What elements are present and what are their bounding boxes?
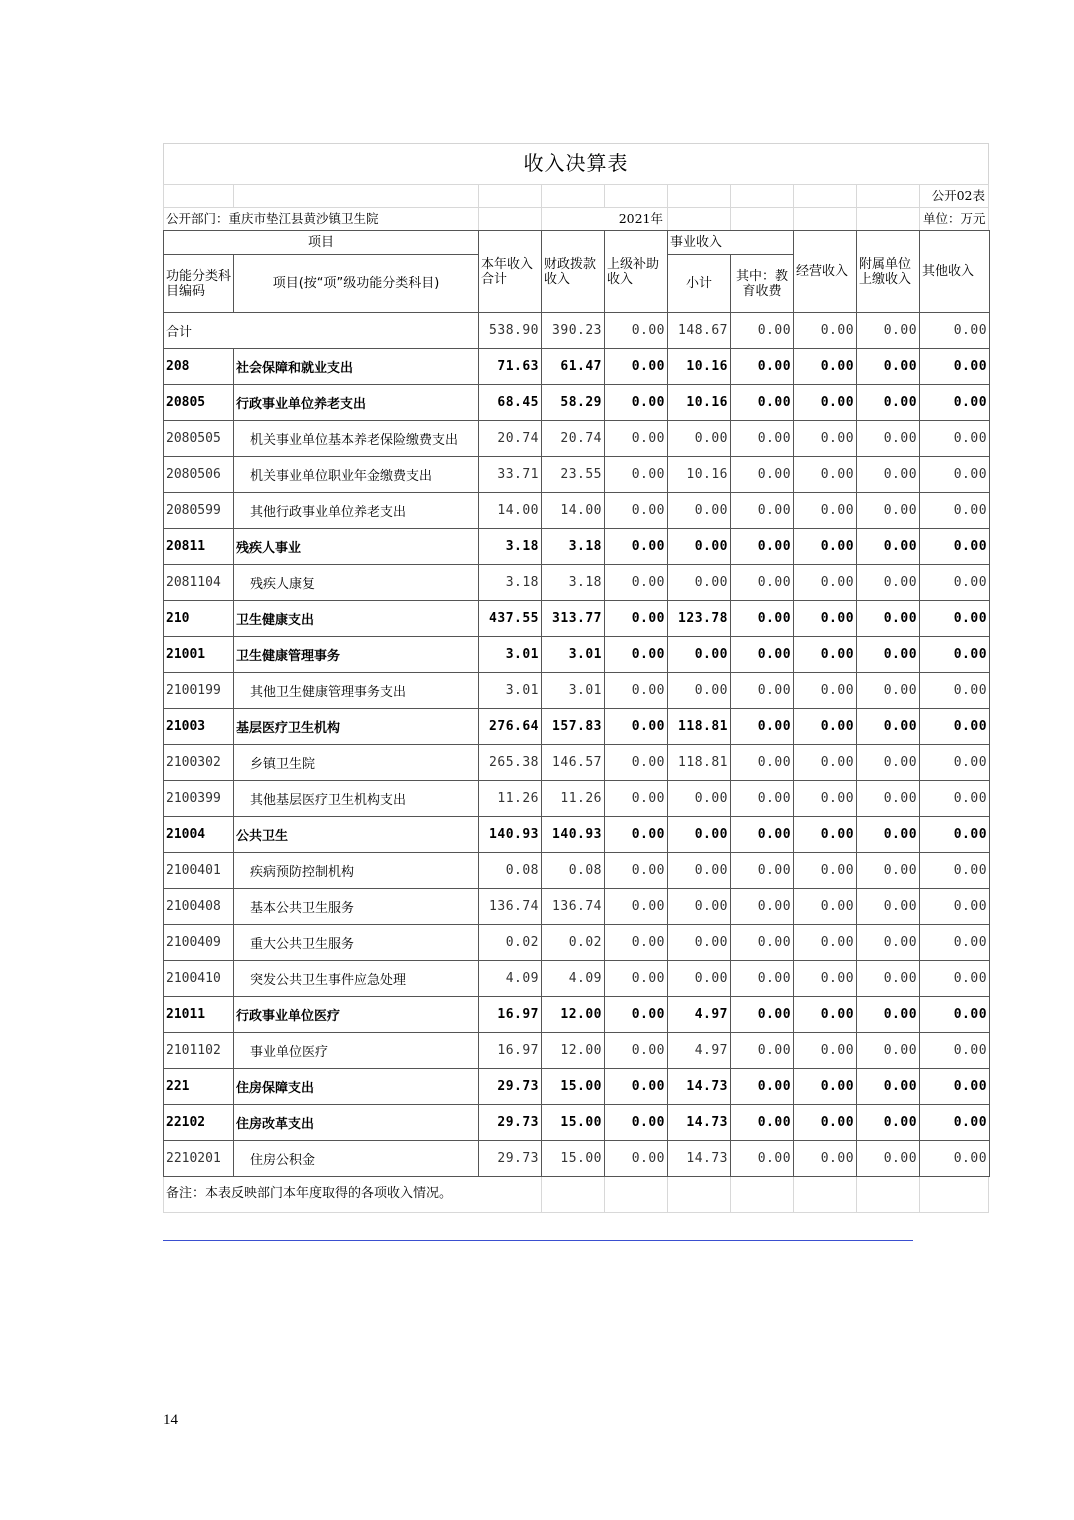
row-value: 0.00 bbox=[920, 1141, 990, 1177]
row-value: 0.00 bbox=[920, 1105, 990, 1141]
row-value: 16.97 bbox=[479, 1033, 542, 1069]
row-value: 0.00 bbox=[605, 817, 668, 853]
row-value: 0.00 bbox=[668, 925, 731, 961]
row-value: 0.00 bbox=[731, 601, 794, 637]
row-value: 0.00 bbox=[857, 421, 920, 457]
row-value: 0.00 bbox=[794, 1105, 857, 1141]
row-value: 3.18 bbox=[479, 529, 542, 565]
row-value: 0.00 bbox=[920, 889, 990, 925]
row-value: 0.00 bbox=[794, 349, 857, 385]
row-value: 0.00 bbox=[668, 889, 731, 925]
row-value: 0.00 bbox=[920, 853, 990, 889]
total-cell: 538.90 bbox=[479, 313, 542, 349]
header-code: 功能分类科目编码 bbox=[164, 255, 234, 313]
table-row bbox=[164, 1141, 990, 1177]
row-value: 4.97 bbox=[668, 1033, 731, 1069]
row-value: 0.02 bbox=[542, 925, 605, 961]
row-value: 0.00 bbox=[668, 421, 731, 457]
table-row bbox=[164, 1033, 990, 1069]
row-value: 15.00 bbox=[542, 1105, 605, 1141]
row-value: 0.00 bbox=[920, 529, 990, 565]
row-value: 276.64 bbox=[479, 709, 542, 745]
row-value: 14.73 bbox=[668, 1105, 731, 1141]
department-label: 公开部门： bbox=[166, 211, 229, 226]
row-code: 2080506 bbox=[164, 457, 234, 493]
row-value: 313.77 bbox=[542, 601, 605, 637]
header-business: 事业收入 bbox=[668, 231, 794, 255]
row-name: 重大公共卫生服务 bbox=[234, 925, 479, 961]
header-item: 项目 bbox=[164, 231, 479, 255]
row-code: 20805 bbox=[164, 385, 234, 421]
row-value: 29.73 bbox=[479, 1105, 542, 1141]
row-value: 29.73 bbox=[479, 1141, 542, 1177]
row-value: 0.00 bbox=[920, 1033, 990, 1069]
row-value: 14.73 bbox=[668, 1069, 731, 1105]
row-value: 0.00 bbox=[857, 925, 920, 961]
row-value: 0.00 bbox=[857, 1069, 920, 1105]
row-value: 0.00 bbox=[731, 493, 794, 529]
header-other: 其他收入 bbox=[920, 231, 990, 313]
table-row bbox=[164, 565, 990, 601]
row-value: 0.00 bbox=[605, 421, 668, 457]
note-text: 备注：本表反映部门本年度取得的各项收入情况。 bbox=[163, 1177, 541, 1213]
row-value: 0.00 bbox=[605, 565, 668, 601]
table-row bbox=[164, 961, 990, 997]
row-value: 23.55 bbox=[542, 457, 605, 493]
row-value: 0.00 bbox=[731, 925, 794, 961]
row-value: 0.00 bbox=[920, 457, 990, 493]
row-value: 0.00 bbox=[794, 997, 857, 1033]
row-value: 11.26 bbox=[542, 781, 605, 817]
row-value: 0.08 bbox=[542, 853, 605, 889]
department-row bbox=[163, 207, 989, 230]
row-value: 0.00 bbox=[605, 457, 668, 493]
table-row bbox=[164, 709, 990, 745]
row-value: 0.00 bbox=[731, 781, 794, 817]
table-row bbox=[164, 925, 990, 961]
row-value: 0.00 bbox=[794, 385, 857, 421]
row-value: 0.00 bbox=[857, 961, 920, 997]
row-value: 10.16 bbox=[668, 385, 731, 421]
row-value: 0.00 bbox=[731, 1141, 794, 1177]
row-value: 10.16 bbox=[668, 457, 731, 493]
row-value: 0.00 bbox=[668, 781, 731, 817]
row-name: 卫生健康管理事务 bbox=[234, 637, 479, 673]
row-value: 68.45 bbox=[479, 385, 542, 421]
row-value: 33.71 bbox=[479, 457, 542, 493]
row-code: 221 bbox=[164, 1069, 234, 1105]
row-value: 0.00 bbox=[605, 1141, 668, 1177]
row-code: 210 bbox=[164, 601, 234, 637]
row-value: 14.73 bbox=[668, 1141, 731, 1177]
row-name: 住房改革支出 bbox=[234, 1105, 479, 1141]
row-value: 0.00 bbox=[605, 997, 668, 1033]
row-value: 437.55 bbox=[479, 601, 542, 637]
row-value: 16.97 bbox=[479, 997, 542, 1033]
row-value: 0.00 bbox=[668, 637, 731, 673]
row-code: 208 bbox=[164, 349, 234, 385]
row-value: 0.00 bbox=[857, 493, 920, 529]
row-value: 0.00 bbox=[605, 1069, 668, 1105]
unit-label: 单位：万元 bbox=[919, 207, 989, 230]
row-value: 0.00 bbox=[605, 529, 668, 565]
row-value: 4.09 bbox=[479, 961, 542, 997]
row-value: 0.00 bbox=[920, 673, 990, 709]
table-row bbox=[164, 421, 990, 457]
row-value: 3.01 bbox=[542, 673, 605, 709]
table-row bbox=[164, 853, 990, 889]
row-value: 0.00 bbox=[857, 1105, 920, 1141]
department-info bbox=[163, 207, 478, 230]
row-value: 0.00 bbox=[794, 709, 857, 745]
row-name: 住房保障支出 bbox=[234, 1069, 479, 1105]
total-label: 合计 bbox=[164, 313, 479, 349]
row-value: 0.00 bbox=[794, 853, 857, 889]
row-code: 21004 bbox=[164, 817, 234, 853]
row-value: 0.00 bbox=[668, 529, 731, 565]
row-code: 2100410 bbox=[164, 961, 234, 997]
row-value: 0.00 bbox=[794, 421, 857, 457]
row-value: 0.00 bbox=[605, 637, 668, 673]
row-value: 20.74 bbox=[479, 421, 542, 457]
table-row bbox=[164, 349, 990, 385]
row-value: 0.00 bbox=[857, 673, 920, 709]
row-code: 2100199 bbox=[164, 673, 234, 709]
row-name: 公共卫生 bbox=[234, 817, 479, 853]
row-code: 22102 bbox=[164, 1105, 234, 1141]
row-value: 0.00 bbox=[857, 349, 920, 385]
row-value: 0.00 bbox=[794, 745, 857, 781]
row-name: 住房公积金 bbox=[234, 1141, 479, 1177]
row-value: 4.97 bbox=[668, 997, 731, 1033]
row-value: 0.00 bbox=[794, 457, 857, 493]
table-row bbox=[164, 457, 990, 493]
header-superior: 上级补助收入 bbox=[605, 231, 668, 313]
row-value: 0.00 bbox=[920, 385, 990, 421]
row-value: 0.00 bbox=[731, 709, 794, 745]
row-value: 0.00 bbox=[605, 961, 668, 997]
row-code: 2100408 bbox=[164, 889, 234, 925]
row-name: 基层医疗卫生机构 bbox=[234, 709, 479, 745]
row-value: 12.00 bbox=[542, 997, 605, 1033]
row-value: 0.00 bbox=[857, 1141, 920, 1177]
row-value: 0.00 bbox=[668, 565, 731, 601]
row-code: 2100401 bbox=[164, 853, 234, 889]
row-value: 0.00 bbox=[794, 529, 857, 565]
row-value: 0.00 bbox=[794, 817, 857, 853]
footer-rule bbox=[163, 1240, 913, 1241]
table-row bbox=[164, 745, 990, 781]
header-affiliate: 附属单位上缴收入 bbox=[857, 231, 920, 313]
row-code: 2100399 bbox=[164, 781, 234, 817]
header-total: 本年收入合计 bbox=[479, 231, 542, 313]
row-value: 118.81 bbox=[668, 709, 731, 745]
row-name: 突发公共卫生事件应急处理 bbox=[234, 961, 479, 997]
table-row bbox=[164, 1105, 990, 1141]
row-value: 0.00 bbox=[731, 529, 794, 565]
row-value: 0.00 bbox=[731, 889, 794, 925]
total-cell: 0.00 bbox=[920, 313, 990, 349]
row-value: 0.00 bbox=[857, 457, 920, 493]
row-value: 0.00 bbox=[857, 745, 920, 781]
row-name: 卫生健康支出 bbox=[234, 601, 479, 637]
row-value: 0.00 bbox=[857, 853, 920, 889]
row-value: 0.00 bbox=[920, 565, 990, 601]
row-value: 4.09 bbox=[542, 961, 605, 997]
row-value: 0.00 bbox=[920, 925, 990, 961]
row-value: 0.00 bbox=[794, 1033, 857, 1069]
row-value: 0.00 bbox=[731, 817, 794, 853]
row-value: 0.00 bbox=[605, 673, 668, 709]
table-row bbox=[164, 781, 990, 817]
row-value: 0.00 bbox=[731, 745, 794, 781]
row-value: 0.00 bbox=[605, 745, 668, 781]
row-value: 0.00 bbox=[731, 349, 794, 385]
row-value: 157.83 bbox=[542, 709, 605, 745]
row-value: 265.38 bbox=[479, 745, 542, 781]
row-value: 0.00 bbox=[731, 673, 794, 709]
row-name: 机关事业单位职业年金缴费支出 bbox=[234, 457, 479, 493]
row-name: 残疾人康复 bbox=[234, 565, 479, 601]
row-code: 2080505 bbox=[164, 421, 234, 457]
row-value: 0.00 bbox=[857, 637, 920, 673]
row-value: 0.00 bbox=[605, 925, 668, 961]
row-value: 0.00 bbox=[857, 1033, 920, 1069]
row-value: 0.00 bbox=[857, 817, 920, 853]
row-value: 0.00 bbox=[605, 853, 668, 889]
income-table bbox=[163, 230, 990, 1177]
header-name: 项目(按“项”级功能分类科目) bbox=[234, 255, 479, 313]
row-value: 0.00 bbox=[920, 421, 990, 457]
row-value: 0.00 bbox=[731, 637, 794, 673]
row-value: 0.00 bbox=[857, 385, 920, 421]
row-value: 0.00 bbox=[731, 997, 794, 1033]
row-name: 行政事业单位医疗 bbox=[234, 997, 479, 1033]
row-value: 0.00 bbox=[668, 493, 731, 529]
row-value: 0.00 bbox=[731, 457, 794, 493]
row-value: 3.18 bbox=[542, 529, 605, 565]
row-code: 2210201 bbox=[164, 1141, 234, 1177]
row-value: 0.00 bbox=[920, 601, 990, 637]
row-value: 0.00 bbox=[605, 1033, 668, 1069]
row-name: 其他行政事业单位养老支出 bbox=[234, 493, 479, 529]
row-value: 0.00 bbox=[731, 1033, 794, 1069]
row-value: 118.81 bbox=[668, 745, 731, 781]
row-value: 3.01 bbox=[479, 637, 542, 673]
row-value: 12.00 bbox=[542, 1033, 605, 1069]
row-value: 0.00 bbox=[731, 385, 794, 421]
table-row bbox=[164, 529, 990, 565]
table-row bbox=[164, 1069, 990, 1105]
row-value: 0.00 bbox=[857, 565, 920, 601]
row-value: 20.74 bbox=[542, 421, 605, 457]
row-value: 140.93 bbox=[479, 817, 542, 853]
row-value: 14.00 bbox=[542, 493, 605, 529]
row-name: 行政事业单位养老支出 bbox=[234, 385, 479, 421]
row-value: 0.00 bbox=[668, 817, 731, 853]
header-fiscal: 财政拨款收入 bbox=[542, 231, 605, 313]
row-name: 基本公共卫生服务 bbox=[234, 889, 479, 925]
row-value: 0.00 bbox=[857, 889, 920, 925]
table-number: 公开02表 bbox=[919, 184, 989, 207]
table-row bbox=[164, 385, 990, 421]
row-name: 机关事业单位基本养老保险缴费支出 bbox=[234, 421, 479, 457]
row-value: 0.00 bbox=[920, 961, 990, 997]
row-value: 0.00 bbox=[605, 601, 668, 637]
row-value: 0.02 bbox=[479, 925, 542, 961]
row-value: 61.47 bbox=[542, 349, 605, 385]
row-value: 14.00 bbox=[479, 493, 542, 529]
header-edu: 其中：教育收费 bbox=[731, 255, 794, 313]
row-name: 社会保障和就业支出 bbox=[234, 349, 479, 385]
row-code: 2100409 bbox=[164, 925, 234, 961]
table-row bbox=[164, 673, 990, 709]
row-value: 0.00 bbox=[731, 565, 794, 601]
row-value: 0.00 bbox=[920, 637, 990, 673]
row-value: 0.00 bbox=[731, 1105, 794, 1141]
row-code: 2100302 bbox=[164, 745, 234, 781]
row-value: 0.08 bbox=[479, 853, 542, 889]
row-value: 140.93 bbox=[542, 817, 605, 853]
row-code: 2101102 bbox=[164, 1033, 234, 1069]
header-row-1 bbox=[164, 231, 990, 255]
row-value: 71.63 bbox=[479, 349, 542, 385]
row-name: 乡镇卫生院 bbox=[234, 745, 479, 781]
row-value: 0.00 bbox=[794, 1069, 857, 1105]
row-code: 21001 bbox=[164, 637, 234, 673]
row-name: 事业单位医疗 bbox=[234, 1033, 479, 1069]
row-value: 0.00 bbox=[920, 997, 990, 1033]
row-value: 3.18 bbox=[479, 565, 542, 601]
row-value: 0.00 bbox=[668, 673, 731, 709]
table-row bbox=[164, 601, 990, 637]
table-row bbox=[164, 889, 990, 925]
row-value: 15.00 bbox=[542, 1141, 605, 1177]
total-row bbox=[164, 313, 990, 349]
row-value: 0.00 bbox=[794, 925, 857, 961]
table-number-row bbox=[163, 184, 989, 207]
year-label: 2021年 bbox=[541, 207, 667, 230]
total-cell: 390.23 bbox=[542, 313, 605, 349]
row-code: 21003 bbox=[164, 709, 234, 745]
row-value: 0.00 bbox=[605, 781, 668, 817]
row-value: 0.00 bbox=[794, 565, 857, 601]
row-value: 0.00 bbox=[857, 781, 920, 817]
total-cell: 0.00 bbox=[794, 313, 857, 349]
row-value: 0.00 bbox=[794, 961, 857, 997]
row-value: 0.00 bbox=[857, 529, 920, 565]
row-value: 58.29 bbox=[542, 385, 605, 421]
row-value: 0.00 bbox=[920, 493, 990, 529]
row-value: 0.00 bbox=[605, 349, 668, 385]
data-rows bbox=[164, 349, 990, 1177]
row-value: 0.00 bbox=[920, 817, 990, 853]
total-cell: 0.00 bbox=[731, 313, 794, 349]
row-code: 2081104 bbox=[164, 565, 234, 601]
row-value: 0.00 bbox=[731, 1069, 794, 1105]
row-value: 0.00 bbox=[605, 493, 668, 529]
row-value: 0.00 bbox=[794, 1141, 857, 1177]
row-value: 0.00 bbox=[794, 889, 857, 925]
row-value: 0.00 bbox=[920, 781, 990, 817]
row-code: 2080599 bbox=[164, 493, 234, 529]
row-value: 0.00 bbox=[920, 1069, 990, 1105]
row-value: 0.00 bbox=[794, 601, 857, 637]
row-code: 20811 bbox=[164, 529, 234, 565]
row-value: 0.00 bbox=[920, 349, 990, 385]
row-value: 0.00 bbox=[731, 961, 794, 997]
row-value: 0.00 bbox=[731, 421, 794, 457]
row-value: 0.00 bbox=[857, 601, 920, 637]
row-value: 0.00 bbox=[794, 493, 857, 529]
table-row bbox=[164, 637, 990, 673]
row-value: 0.00 bbox=[920, 745, 990, 781]
header-subtotal: 小计 bbox=[668, 255, 731, 313]
row-value: 0.00 bbox=[794, 673, 857, 709]
row-value: 0.00 bbox=[794, 781, 857, 817]
row-value: 0.00 bbox=[794, 637, 857, 673]
row-name: 其他卫生健康管理事务支出 bbox=[234, 673, 479, 709]
total-cell: 0.00 bbox=[857, 313, 920, 349]
row-value: 0.00 bbox=[857, 997, 920, 1033]
row-value: 0.00 bbox=[731, 853, 794, 889]
table-row bbox=[164, 493, 990, 529]
row-value: 0.00 bbox=[920, 709, 990, 745]
row-value: 123.78 bbox=[668, 601, 731, 637]
table-row bbox=[164, 997, 990, 1033]
row-value: 0.00 bbox=[605, 1105, 668, 1141]
row-name: 其他基层医疗卫生机构支出 bbox=[234, 781, 479, 817]
row-value: 29.73 bbox=[479, 1069, 542, 1105]
row-value: 3.01 bbox=[542, 637, 605, 673]
row-value: 0.00 bbox=[668, 961, 731, 997]
row-value: 146.57 bbox=[542, 745, 605, 781]
row-value: 0.00 bbox=[605, 385, 668, 421]
total-cell: 148.67 bbox=[668, 313, 731, 349]
row-value: 136.74 bbox=[479, 889, 542, 925]
row-value: 136.74 bbox=[542, 889, 605, 925]
sheet-title: 收入决算表 bbox=[163, 143, 989, 184]
note-row bbox=[163, 1177, 989, 1213]
department-name: 重庆市垫江县黄沙镇卫生院 bbox=[228, 211, 379, 226]
page-number: 14 bbox=[163, 1412, 178, 1428]
income-final-account-sheet bbox=[163, 143, 989, 1213]
row-name: 残疾人事业 bbox=[234, 529, 479, 565]
row-value: 0.00 bbox=[605, 709, 668, 745]
row-value: 3.18 bbox=[542, 565, 605, 601]
row-name: 疾病预防控制机构 bbox=[234, 853, 479, 889]
row-value: 0.00 bbox=[668, 853, 731, 889]
row-value: 0.00 bbox=[857, 709, 920, 745]
total-cell: 0.00 bbox=[605, 313, 668, 349]
row-code: 21011 bbox=[164, 997, 234, 1033]
row-value: 11.26 bbox=[479, 781, 542, 817]
row-value: 0.00 bbox=[605, 889, 668, 925]
row-value: 3.01 bbox=[479, 673, 542, 709]
row-value: 10.16 bbox=[668, 349, 731, 385]
row-value: 15.00 bbox=[542, 1069, 605, 1105]
table-row bbox=[164, 817, 990, 853]
header-operation: 经营收入 bbox=[794, 231, 857, 313]
